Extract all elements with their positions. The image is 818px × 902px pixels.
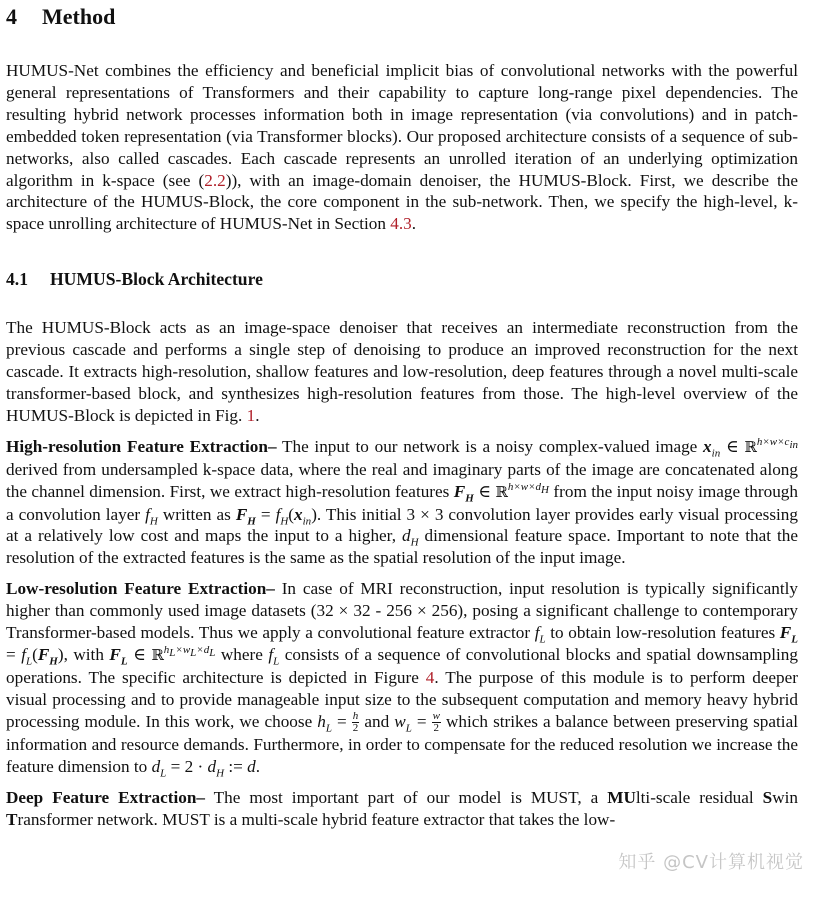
math-dl: $d_L = 2 \cdot d_H$ := d xyxy=(151,757,256,780)
math-x-in: $x_{in}$ ∈ ℝ$^{h\times w\times c_{in}}$ xyxy=(703,436,799,460)
paragraph-lead: Deep Feature Extraction– xyxy=(6,788,206,808)
math-f-h: $F_H$ ∈ ℝ$^{h\times w\times d_H}$ xyxy=(453,480,549,505)
watermark: 知乎 @CV计算机视觉 xyxy=(618,852,804,873)
math-fl-space: $F_L$ ∈ ℝ$^{h_L\times w_L\times d_L}$ xyxy=(109,644,216,668)
math-fh-eq: $F_H = f_H(x_{in})$ xyxy=(235,504,317,527)
paragraph-humus-block: The HUMUS-Block acts as an image-space denoiser that receives an intermediate reconstruction from the previous cascade and performs a single step of denoising to produce an improved reconstruction for the next cascade. It extracts high-resolution, shallow features and low-resolution, deep features through a novel multi-scale transformer-based block, and synthesizes high-resolution features from those. The high-level overview of the HUMUS-Block is depicted in Fig. 1. xyxy=(6,318,798,425)
section-heading xyxy=(6,4,798,30)
paragraph-low-res: Low-resolution Feature Extraction– In case of MRI reconstruction, input resolution is typically significantly higher than commonly used image datasets (32 × 32 - 256 × 256), posing a significant challenge to contemporary Transformer-based models. Thus we apply a convolutional feature extractor $f_L$ to obtain low-resolution features $F_L = f_L(F_H)$, with $F_L$ ∈ ℝ$^{h_L\times w_L\times d_L}$ where $f_L$ consists of a sequence of convolutional blocks and spatial downsampling operations. The specific architecture is depicted in Figure 4. The purpose of this module is to perform deeper visual processing and to provide manageable input size to the subsequent computation and memory heavy hybrid processing module. In this work, we choose $h_L$ = $\frac{h}{2}$ and $w_L$ = $\frac{w}{2}$ which strikes a balance between preserving spatial information and resource demands. Furthermore, in order to compensate for the reduced resolution we increase the feature dimension to $d_L = 2 \cdot d_H$ := d. xyxy=(6,579,798,780)
math-fl-eq: $F_L = f_L(F_H)$ xyxy=(6,623,798,668)
math-dh: $d_H$ xyxy=(401,526,419,549)
subsection-title: HUMUS-Block Architecture xyxy=(50,269,263,290)
paper-page xyxy=(6,0,798,831)
math-hl: $h_L$ = $\frac{h}{2}$ xyxy=(317,710,359,735)
paragraph-intro: HUMUS-Net combines the efficiency and beneficial implicit bias of convolutional networks with the powerful general representations of Transformers and their capability to capture long-range pixel dependencies. The resulting hybrid network processes information both in image representation (via convolutions) and in patch-embedded token representation (via Transformer blocks). Our proposed architecture consists of a sequence of sub-networks, also called cascades. Each cascade represents an unrolled iteration of an underlying optimization algorithm in k-space (see (2.2)), with an image-domain denoiser, the HUMUS-Block. First, we describe the architecture of the HUMUS-Block, the core component in the sub-network. Then, we specify the high-level, k-space unrolling architecture of HUMUS-Net in Section 4.3. xyxy=(6,61,798,234)
ref-link[interactable]: 4.3 xyxy=(390,214,412,234)
ref-link[interactable]: 1 xyxy=(246,405,256,425)
paragraph-high-res: High-resolution Feature Extraction– The input to our network is a noisy complex-valued image $x_{in}$ ∈ ℝ$^{h\times w\times c_{in}}$ derived from undersampled k-space data, where the real and imaginary parts of the image are concatenated along the channel dimension. First, we extract high-resolution features $F_H$ ∈ ℝ$^{h\times w\times d_H}$ from the input noisy image through a convolution layer $f_H$ written as $F_H = f_H(x_{in})$. This initial 3 × 3 convolution layer provides early visual processing at a relatively low cost and maps the input to a higher, $d_H$ dimensional feature space. Important to note that the resolution of the extracted features is the same as the spatial resolution of the input image. xyxy=(6,436,799,568)
section-number: 4 xyxy=(6,4,17,29)
paragraph-lead: Low-resolution Feature Extraction– xyxy=(6,579,275,599)
subsection-number: 4.1 xyxy=(6,269,28,290)
math-fh-fn: $f_H$ xyxy=(145,504,158,527)
math-fl-fn: $f_L$ xyxy=(534,623,546,646)
ref-link[interactable]: 2.2 xyxy=(204,170,226,190)
paragraph-deep: Deep Feature Extraction– The most important part of our model is MUST, a MUlti-scale residual Swin Transformer network. MUST is a multi-scale hybrid feature extractor that takes the low- xyxy=(6,788,798,829)
ref-link[interactable]: 4 xyxy=(425,667,435,687)
section-title: Method xyxy=(42,4,116,29)
math-wl: $w_L$ = $\frac{w}{2}$ xyxy=(394,710,440,735)
math-fl-fn: $f_L$ xyxy=(268,644,280,668)
subsection-heading xyxy=(6,268,798,290)
paragraph-lead: High-resolution Feature Extraction– xyxy=(6,436,277,456)
